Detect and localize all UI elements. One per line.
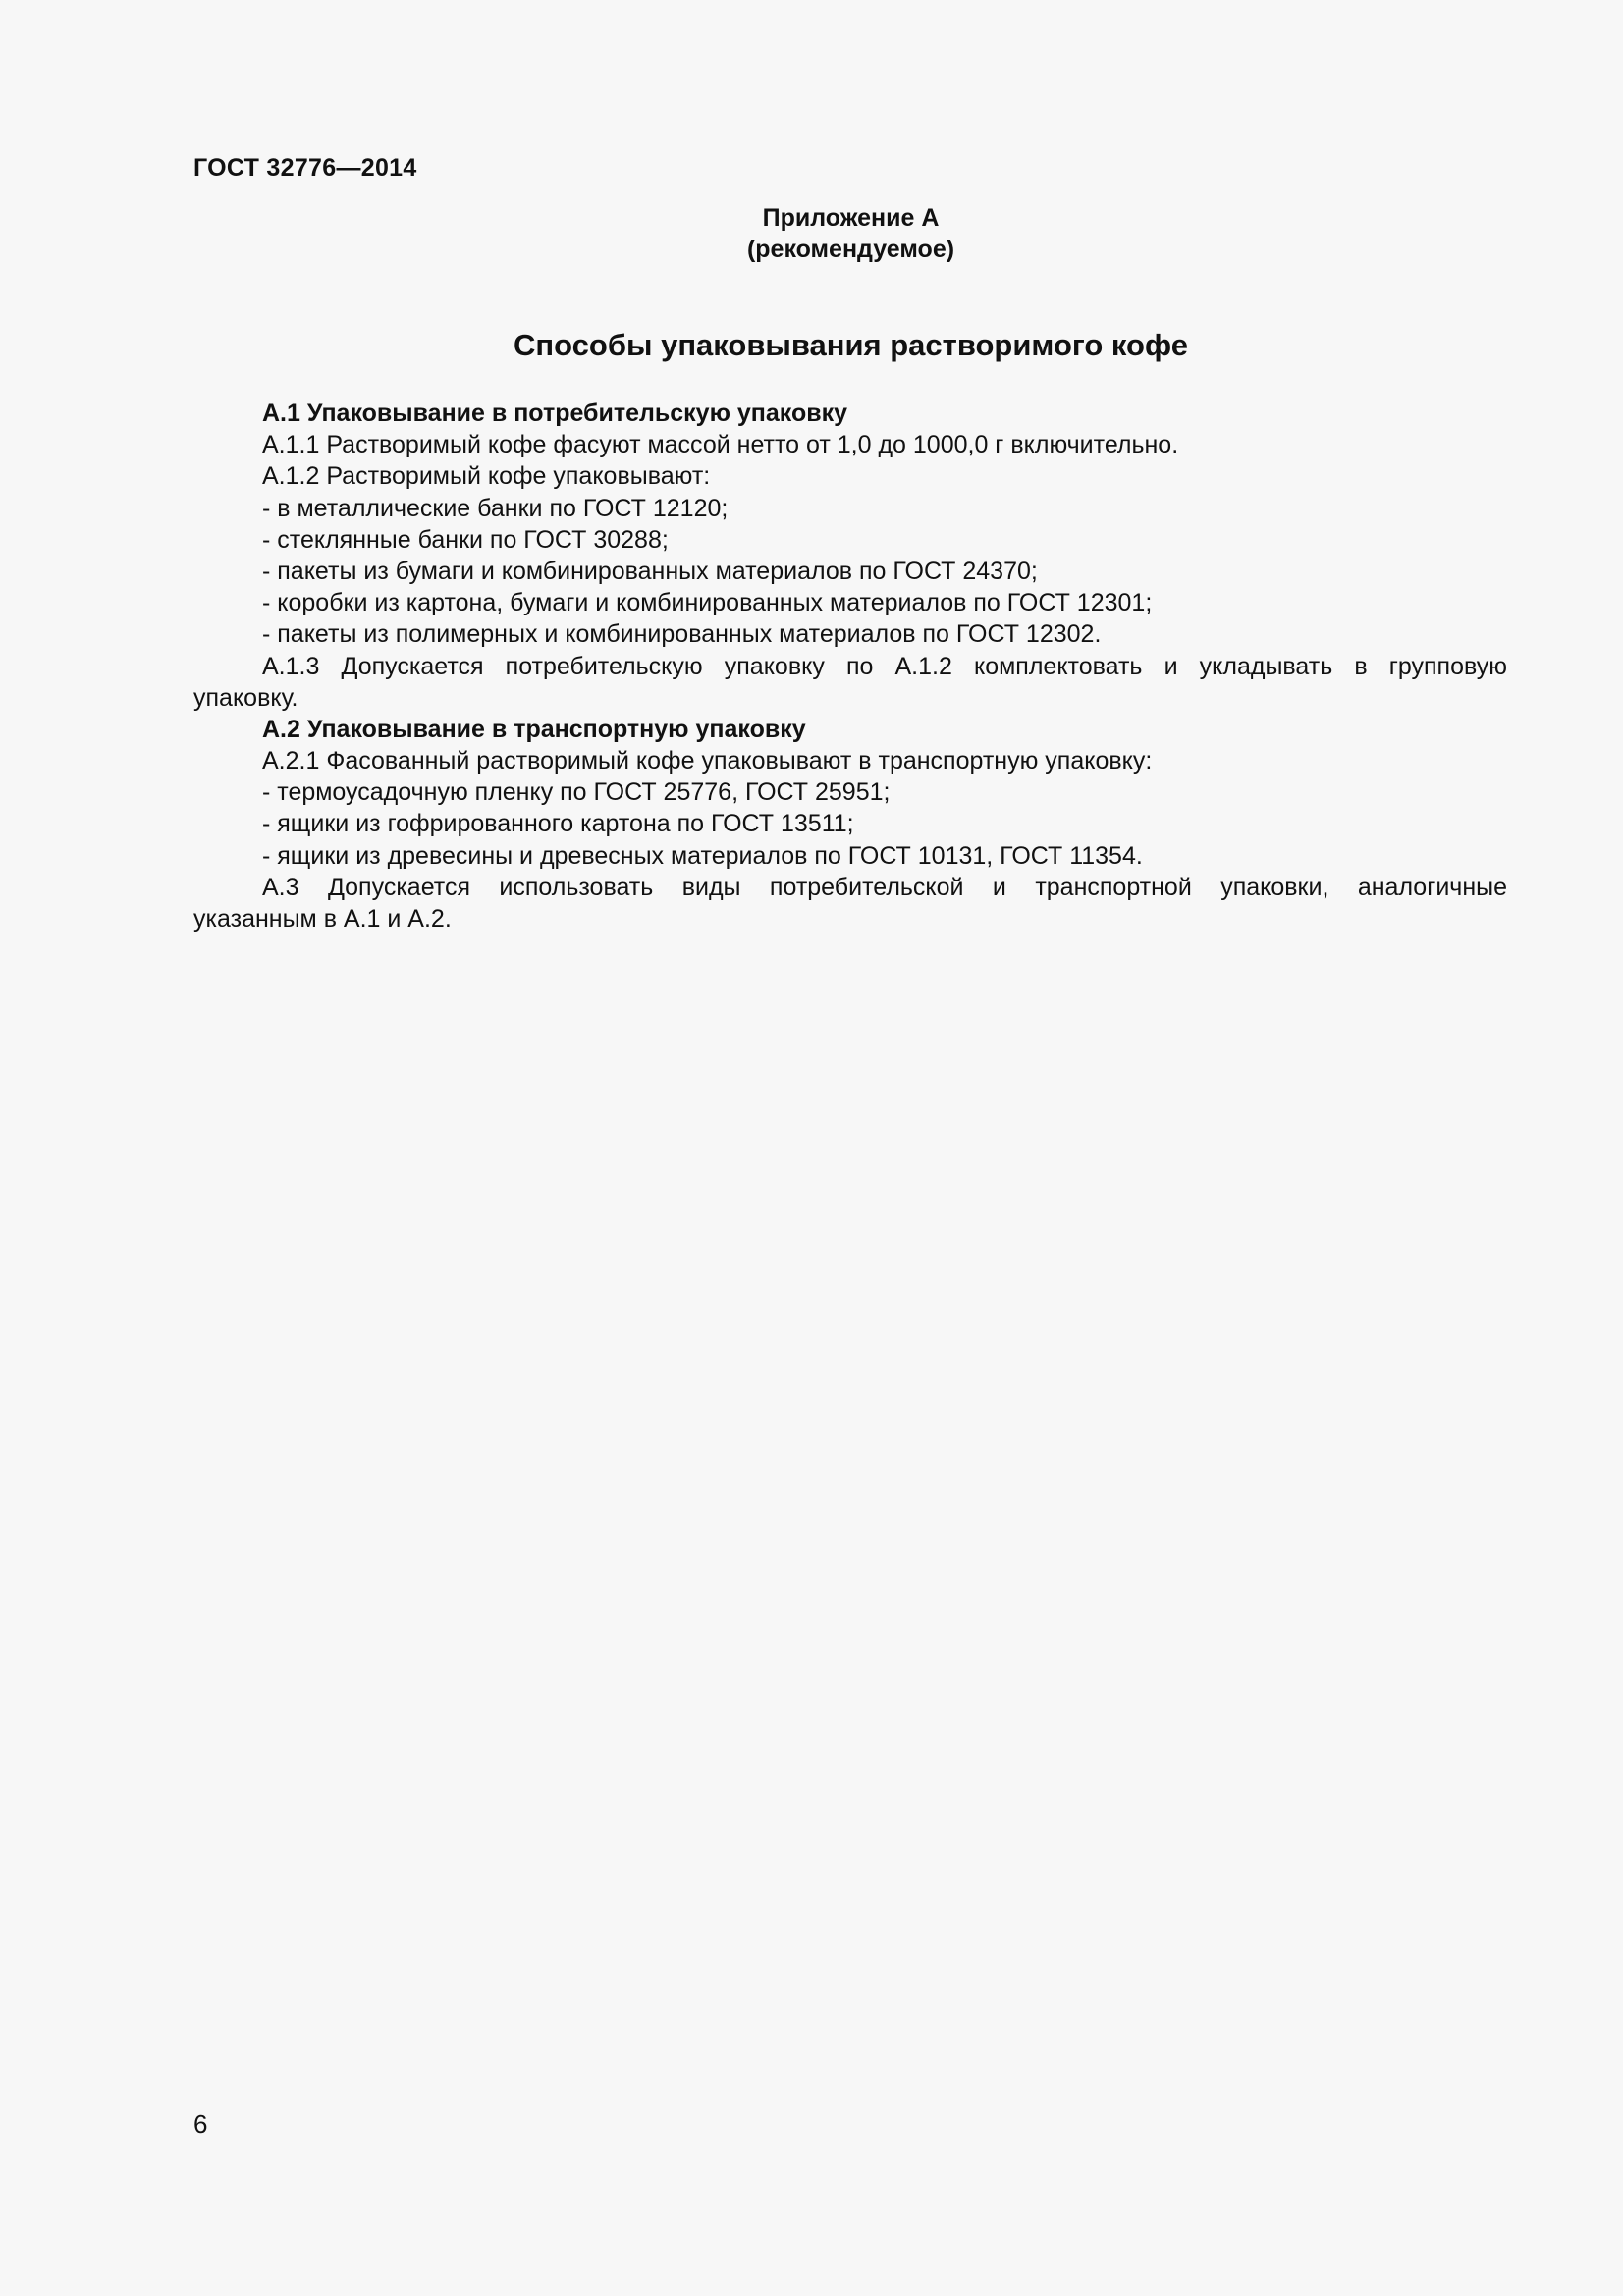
clause-a3-line1: А.3 Допускается использовать виды потребительской и транспортной упаковки, аналогичные <box>262 873 1507 901</box>
list-item: - ящики из древесины и древесных материалов по ГОСТ 10131, ГОСТ 11354. <box>262 841 1143 870</box>
list-item: - коробки из картона, бумаги и комбинированных материалов по ГОСТ 12301; <box>262 589 1153 617</box>
clause-a1-3-line1: А.1.3 Допускается потребительскую упаковку по А.1.2 комплектовать и укладывать в групповую <box>262 652 1507 680</box>
clause-a2-1: А.2.1 Фасованный растворимый кофе упаковывают в транспортную упаковку: <box>262 747 1153 775</box>
list-item: - пакеты из бумаги и комбинированных материалов по ГОСТ 24370; <box>262 557 1038 585</box>
clause-a1-3-line2: упаковку. <box>193 683 298 712</box>
clause-a1-1: А.1.1 Растворимый кофе фасуют массой нетто от 1,0 до 1000,0 г включительно. <box>262 431 1179 459</box>
appendix-status: (рекомендуемое) <box>746 236 955 263</box>
document-body <box>193 398 1507 934</box>
list-item: - ящики из гофрированного картона по ГОСТ 13511; <box>262 810 854 838</box>
list-item: - термоусадочную пленку по ГОСТ 25776, ГОСТ 25951; <box>262 778 891 807</box>
section-a1-heading: А.1 Упаковывание в потребительскую упаковку <box>262 400 848 427</box>
clause-a3-line2: указанным в А.1 и А.2. <box>193 905 452 933</box>
standard-code: ГОСТ 32776—2014 <box>193 154 417 182</box>
appendix-label: Приложение А <box>762 204 940 232</box>
list-item: - пакеты из полимерных и комбинированных материалов по ГОСТ 12302. <box>262 620 1102 649</box>
section-a2-heading: А.2 Упаковывание в транспортную упаковку <box>262 715 806 743</box>
list-item: - стеклянные банки по ГОСТ 30288; <box>262 525 669 554</box>
clause-a1-2: А.1.2 Растворимый кофе упаковывают: <box>262 462 711 491</box>
list-item: - в металлические банки по ГОСТ 12120; <box>262 494 729 522</box>
page-number: 6 <box>193 2109 208 2139</box>
document-title: Способы упаковывания растворимого кофе <box>514 328 1188 362</box>
